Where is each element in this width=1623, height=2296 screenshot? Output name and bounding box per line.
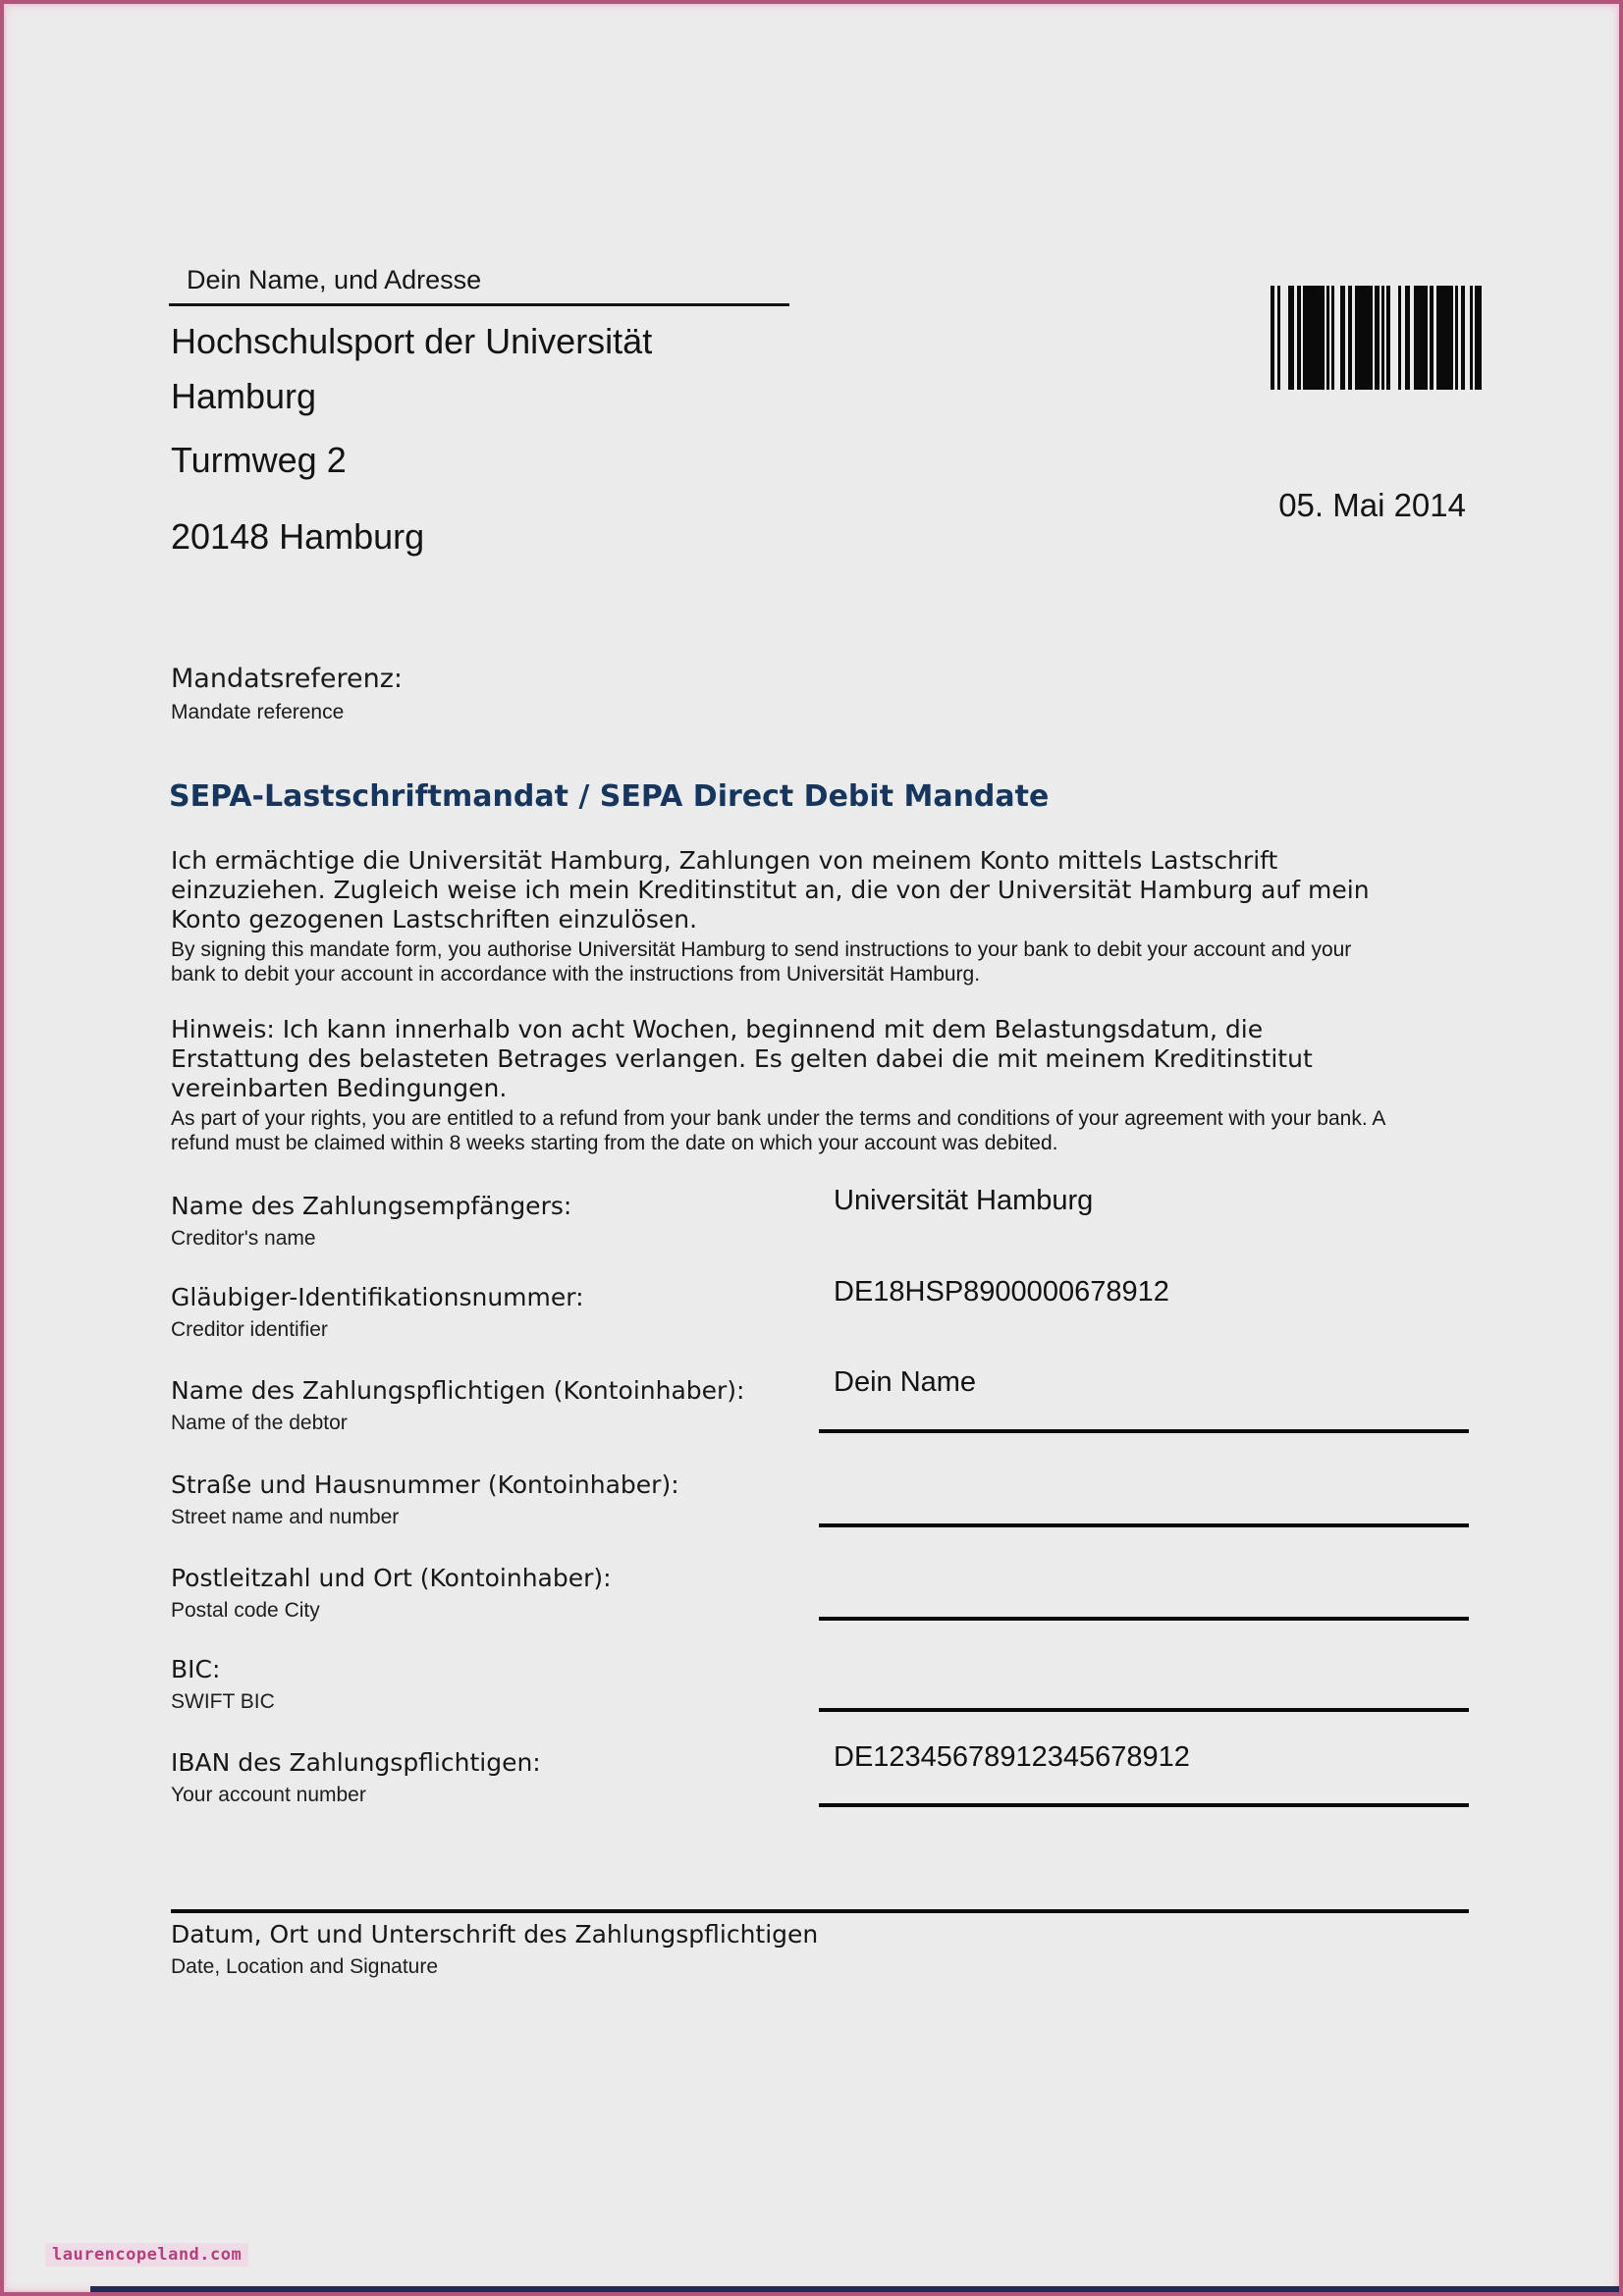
sender-address-hint: Dein Name, und Adresse [187, 265, 482, 294]
authorization-paragraph [171, 846, 1393, 987]
mandate-reference-label: Mandatsreferenz: [171, 664, 404, 694]
field-row-postal-code [171, 1564, 1477, 1623]
field-fill-line [819, 1429, 1469, 1433]
signature-sublabel: Date, Location and Signature [171, 1955, 439, 1978]
refund-note-paragraph [171, 1015, 1393, 1155]
field-fill-line [819, 1803, 1469, 1807]
watermark: laurencopeland.com [45, 2243, 248, 2267]
field-label: Straße und Hausnummer (Kontoinhaber): [171, 1470, 679, 1499]
authorization-text-en: By signing this mandate form, you authorise Universität Hamburg to send instructions to your bank to debit your account and your bank to debit your account in accordance with the instructions from Universität Hamburg. [171, 938, 1352, 986]
sender-address-underline [169, 303, 789, 306]
signature-divider [171, 1909, 1469, 1913]
field-label: Gläubiger-Identifikationsnummer: [171, 1283, 584, 1311]
recipient-city: 20148 Hamburg [171, 516, 425, 557]
field-label: Name des Zahlungsempfängers: [171, 1192, 572, 1220]
recipient-street: Turmweg 2 [171, 440, 347, 480]
refund-note-text-de: Hinweis: Ich kann innerhalb von acht Wochen, beginnend mit dem Belastungsdatum, die Erstattung des belasteten Betrages verlangen. Es gelten dabei die mit meinem Kreditinstitut vereinbarten Bedingungen. [171, 1015, 1313, 1102]
field-sublabel: Name of the debtor [171, 1412, 348, 1434]
field-sublabel: Creditor identifier [171, 1318, 328, 1341]
field-value: DE12345678912345678912 [834, 1741, 1190, 1773]
field-value: Dein Name [834, 1366, 977, 1398]
mandate-reference-sublabel: Mandate reference [171, 701, 345, 723]
recipient-name: Hochschulsport der Universität Hamburg [171, 321, 653, 416]
field-sublabel: Your account number [171, 1784, 366, 1806]
field-row-debtor-name [171, 1366, 1477, 1435]
document-title: SEPA-Lastschriftmandat / SEPA Direct Debit Mandate [169, 779, 1050, 814]
field-row-creditor-identifier [171, 1276, 1477, 1342]
field-label: BIC: [171, 1655, 221, 1683]
field-fill-line [819, 1708, 1469, 1712]
field-fill-line [819, 1617, 1469, 1621]
field-label: Postleitzahl und Ort (Kontoinhaber): [171, 1564, 612, 1592]
field-sublabel: SWIFT BIC [171, 1690, 275, 1713]
field-row-creditor-name [171, 1185, 1477, 1251]
mandate-reference [171, 664, 403, 724]
field-row-iban [171, 1741, 1477, 1807]
refund-note-text-en: As part of your rights, you are entitled to a refund from your bank under the terms and conditions of your agreement with your bank. A refund must be claimed within 8 weeks starting from the date on which your account was debited. [171, 1107, 1385, 1154]
authorization-text-de: Ich ermächtige die Universität Hamburg, Zahlungen von meinem Konto mittels Lastschrift einzuziehen. Zugleich weise ich mein Kreditinstitut an, die von der Universität Hamburg auf mein Konto gezogenen Lastschriften einzulösen. [171, 846, 1370, 934]
field-sublabel: Postal code City [171, 1599, 320, 1622]
field-value: DE18HSP8900000678912 [834, 1276, 1169, 1308]
field-row-street [171, 1470, 1477, 1529]
field-row-bic [171, 1655, 1477, 1714]
field-sublabel: Street name and number [171, 1506, 400, 1528]
barcode-icon [1271, 286, 1482, 390]
document-date: 05. Mai 2014 [1278, 487, 1466, 523]
field-sublabel: Creditor's name [171, 1227, 316, 1250]
field-fill-line [819, 1523, 1469, 1527]
field-label: IBAN des Zahlungspflichtigen: [171, 1748, 541, 1777]
field-value: Universität Hamburg [834, 1185, 1094, 1216]
field-label: Name des Zahlungspflichtigen (Kontoinhaber): [171, 1376, 745, 1405]
signature-label: Datum, Ort und Unterschrift des Zahlungspflichtigen [171, 1920, 819, 1949]
bottom-edge-strip [90, 2286, 1619, 2296]
